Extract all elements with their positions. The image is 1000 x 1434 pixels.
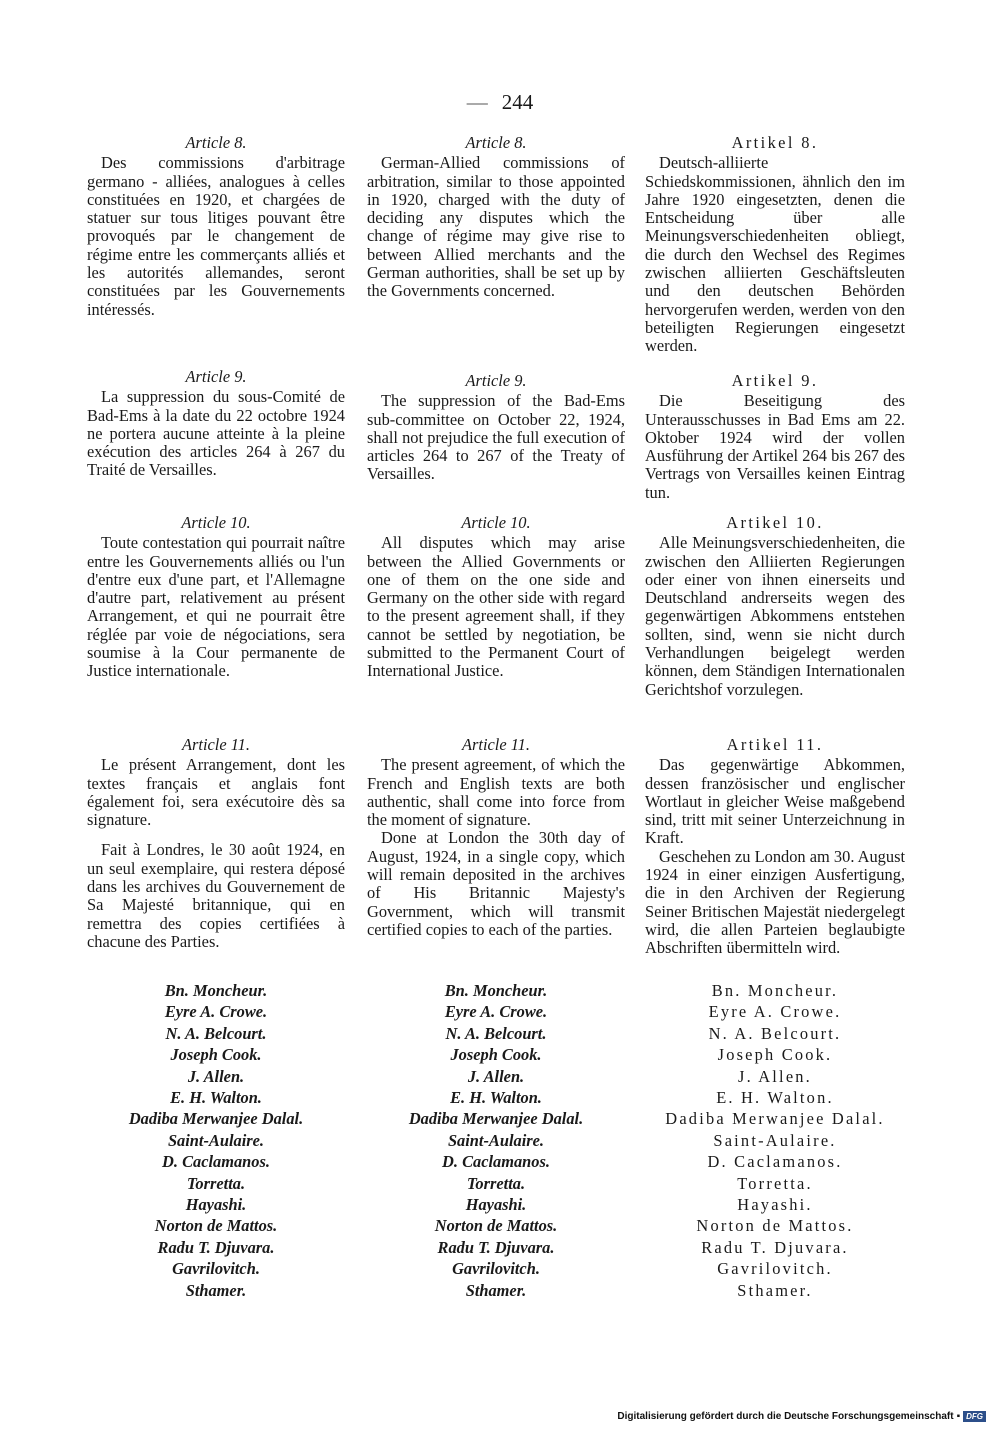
article-heading: Article 11. bbox=[182, 735, 250, 754]
signature: E. H. Walton. bbox=[450, 1088, 542, 1108]
signature-list-de bbox=[645, 980, 905, 1301]
signature: J. Allen. bbox=[467, 1066, 525, 1086]
article-heading: Article 9. bbox=[465, 371, 527, 390]
dfg-logo: DFG bbox=[963, 1411, 986, 1422]
signature: Joseph Cook. bbox=[450, 1045, 542, 1065]
article-9-en bbox=[367, 372, 625, 484]
signature: Norton de Mattos. bbox=[154, 1216, 278, 1236]
signature: Bn. Moncheur. bbox=[164, 981, 268, 1000]
signature: Torretta. bbox=[737, 1173, 813, 1193]
article-text: Done at London the 30th day of August, 1924, in a single copy, which will remain deposited in the archives of His Britannic Majesty's Government, which will transmit certified copies to each of the parties. bbox=[367, 828, 625, 939]
article-text: Le présent Arrangement, dont les textes français et anglais font également foi, sera exécutoire dès sa signature. bbox=[87, 755, 345, 830]
signature: Bn. Moncheur. bbox=[444, 981, 548, 1000]
signature: Dadiba Merwanjee Dalal. bbox=[408, 1109, 584, 1129]
article-text: The suppression of the Bad-Ems sub-committee on October 22, 1924, shall not prejudice the full execution of articles 264 to 267 of the Treaty of Versailles. bbox=[367, 391, 625, 484]
signature: Torretta. bbox=[466, 1173, 526, 1193]
article-text: All disputes which may arise between the Allied Governments or one of them on the one side and Germany on the other side with regard to the present agreement shall, if they cannot be settled by negotiation, be submitted to the Permanent Court of International Justice. bbox=[367, 533, 625, 681]
signature: N. A. Belcourt. bbox=[445, 1023, 547, 1043]
signature: Sthamer. bbox=[737, 1280, 813, 1300]
article-11-fr bbox=[87, 736, 345, 951]
article-text: Fait à Londres, le 30 août 1924, en un seul exemplaire, qui restera déposé dans les archives du Gouvernement de Sa Majesté britannique, qui en remettra des copies certifiées à chacune des Parties. bbox=[87, 840, 345, 951]
signature: Sthamer. bbox=[465, 1280, 527, 1300]
article-heading: Article 8. bbox=[185, 133, 247, 152]
signature: Joseph Cook. bbox=[717, 1045, 833, 1065]
signature: J. Allen. bbox=[738, 1066, 812, 1086]
footer-text: Digitalisierung gefördert durch die Deutsche Forschungsgemeinschaft bbox=[617, 1411, 954, 1422]
signature: N. A. Belcourt. bbox=[708, 1023, 842, 1043]
signature: Radu T. Djuvara. bbox=[701, 1237, 849, 1257]
article-9-fr bbox=[87, 368, 345, 480]
signature: D. Caclamanos. bbox=[442, 1152, 550, 1172]
article-heading: Artikel 11. bbox=[726, 735, 824, 754]
signature: D. Caclamanos. bbox=[162, 1152, 270, 1172]
signature: Radu T. Djuvara. bbox=[437, 1237, 555, 1257]
signature: Saint-Aulaire. bbox=[713, 1130, 837, 1150]
signature: Saint-Aulaire. bbox=[447, 1130, 545, 1150]
signature: Sthamer. bbox=[185, 1280, 247, 1300]
signature: Hayashi. bbox=[465, 1195, 527, 1215]
signature: Dadiba Merwanjee Dalal. bbox=[665, 1109, 885, 1129]
article-heading: Artikel 8. bbox=[731, 133, 819, 152]
signature: Gavrilovitch. bbox=[452, 1259, 540, 1279]
article-8-en bbox=[367, 134, 625, 301]
article-10-en bbox=[367, 514, 625, 681]
signature: E. H. Walton. bbox=[170, 1088, 262, 1108]
page-number bbox=[0, 90, 1000, 115]
article-heading: Artikel 9. bbox=[731, 371, 819, 390]
signature: Norton de Mattos. bbox=[696, 1216, 854, 1236]
page-number-dash: — bbox=[466, 90, 488, 114]
signature: N. A. Belcourt. bbox=[165, 1023, 267, 1043]
article-heading: Article 9. bbox=[185, 367, 247, 386]
article-8-de bbox=[645, 134, 905, 356]
page-number-value: 244 bbox=[501, 90, 534, 114]
footer-separator: ▪ bbox=[956, 1411, 961, 1422]
article-heading: Article 8. bbox=[465, 133, 527, 152]
article-text: German-Allied commissions of arbitration, similar to those appointed in 1920, charged with the duty of deciding any disputes which the change of régime may give rise to between Allied merchants and the German authorities, shall be set up by the Governments concerned. bbox=[367, 153, 625, 301]
signature: Hayashi. bbox=[185, 1195, 247, 1215]
article-text: Das gegenwärtige Abkommen, dessen französischer und englischer Wortlaut in gleicher Weise maßgebend sind, tritt mit seiner Unterzeichnung in Kraft. bbox=[645, 755, 905, 848]
article-11-de bbox=[645, 736, 905, 958]
signature: Hayashi. bbox=[737, 1195, 813, 1215]
signature: Bn. Moncheur. bbox=[711, 981, 839, 1000]
article-text: Deutsch-alliierte Schiedskommissionen, ähnlich den im Jahre 1920 eingesetzten, denen die Entscheidung über alle Meinungsverschiedenheiten obliegt, die durch den Wechsel des Regimes zwischen alliierten Geschäftsleuten und den deutschen Behörden hervorgerufen werden, werden von den beteiligten Regierungen eingesetzt werden. bbox=[645, 153, 905, 356]
article-heading: Article 10. bbox=[461, 513, 531, 532]
signature: J. Allen. bbox=[187, 1066, 245, 1086]
article-text: Alle Meinungsverschiedenheiten, die zwischen den Alliierten Regierungen oder einer von ihnen einerseits und Deutschland andrerseits wegen des gegenwärtigen Abkommens entstehen sollten, sind, wenn sie nicht durch Verhandlungen beigelegt werden können, dem Ständigen Internationalen Gerichtshof vorzulegen. bbox=[645, 533, 905, 699]
signature: Gavrilovitch. bbox=[717, 1259, 833, 1279]
signature: Joseph Cook. bbox=[170, 1045, 262, 1065]
signature: Eyre A. Crowe. bbox=[444, 1002, 548, 1022]
article-heading: Article 11. bbox=[462, 735, 530, 754]
signature: Radu T. Djuvara. bbox=[157, 1237, 275, 1257]
signature: Dadiba Merwanjee Dalal. bbox=[128, 1109, 304, 1129]
digitization-credit bbox=[617, 1411, 986, 1422]
article-text: Des commissions d'arbitrage germano - alliées, analogues à celles constituées en 1920, et chargées de statuer sur tous litiges pouvant être provoqués par le changement de régime entre les commerçants alliés et les autorités allemandes, seront constituées par les Gouvernements intéressés. bbox=[87, 153, 345, 319]
signature: D. Caclamanos. bbox=[707, 1152, 843, 1172]
signature: Torretta. bbox=[186, 1173, 246, 1193]
article-10-fr bbox=[87, 514, 345, 681]
signature: Gavrilovitch. bbox=[172, 1259, 260, 1279]
article-text: Toute contestation qui pourrait naître entre les Gouvernements alliés ou l'un d'entre eux d'une part, et l'Allemagne d'autre part, relativement au présent Arrangement, et qui ne pourrait être réglée par voie de négociations, sera soumise à la Cour permanente de Justice internationale. bbox=[87, 533, 345, 681]
article-10-de bbox=[645, 514, 905, 699]
signature-list-en bbox=[367, 980, 625, 1301]
article-11-en bbox=[367, 736, 625, 939]
article-heading: Artikel 10. bbox=[726, 513, 824, 532]
signature-list-fr bbox=[87, 980, 345, 1301]
article-text: Geschehen zu London am 30. August 1924 in einer einzigen Ausfertigung, die in den Archiven der Regierung Seiner Britischen Majestät niedergelegt wird, die allen Parteien beglaubigte Abschriften übermitteln wird. bbox=[645, 846, 905, 958]
signature: Saint-Aulaire. bbox=[167, 1130, 265, 1150]
article-heading: Article 10. bbox=[181, 513, 251, 532]
signature: Eyre A. Crowe. bbox=[164, 1002, 268, 1022]
signature: Eyre A. Crowe. bbox=[708, 1002, 842, 1022]
article-text: La suppression du sous-Comité de Bad-Ems à la date du 22 octobre 1924 ne portera aucune atteinte à la pleine exécution des articles 264 à 267 du Traité de Versailles. bbox=[87, 387, 345, 480]
article-text: The present agreement, of which the French and English texts are both authentic, shall come into force from the moment of signature. bbox=[367, 755, 625, 830]
article-9-de bbox=[645, 372, 905, 502]
signature: Norton de Mattos. bbox=[434, 1216, 558, 1236]
signature: E. H. Walton. bbox=[716, 1088, 834, 1108]
article-text: Die Beseitigung des Unterausschusses in Bad Ems am 22. Oktober 1924 wird der vollen Ausführung der Artikel 264 bis 267 des Vertrags von Versailles keinen Eintrag tun. bbox=[645, 391, 905, 502]
article-8-fr bbox=[87, 134, 345, 319]
